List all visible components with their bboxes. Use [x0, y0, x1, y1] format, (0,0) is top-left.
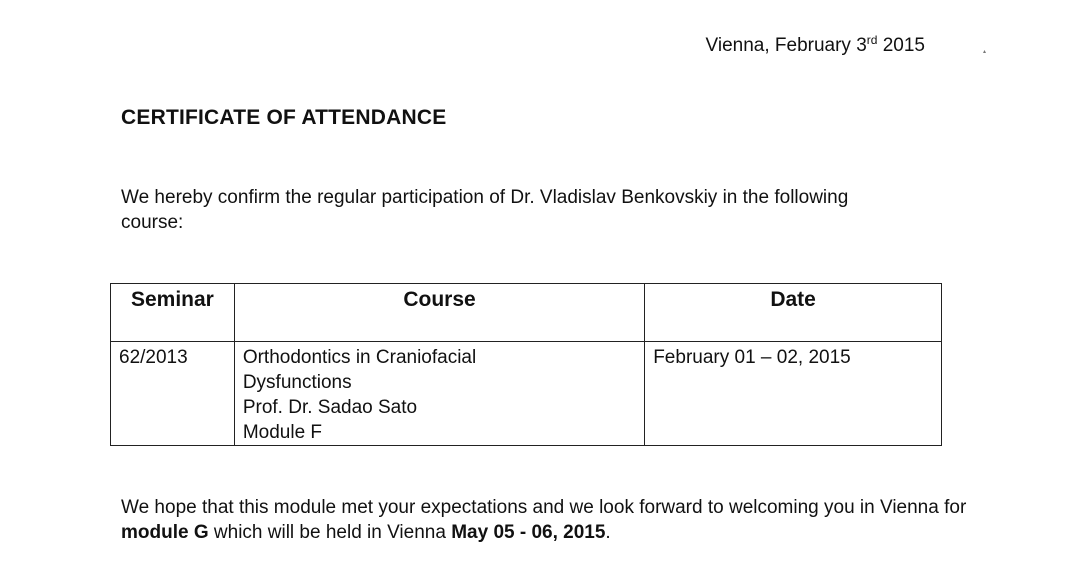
header-seminar: Seminar	[111, 284, 235, 342]
closing-dates: May 05 - 06, 2015	[451, 522, 606, 543]
certificate-title: CERTIFICATE OF ATTENDANCE	[121, 106, 447, 129]
header-course: Course	[234, 284, 644, 342]
dateline-ordinal: rd	[866, 33, 878, 47]
table-row	[111, 342, 942, 446]
closing-module: module G	[121, 522, 209, 543]
closing-text-2: which will be held in Vienna	[208, 522, 452, 543]
closing-end: .	[605, 522, 611, 543]
cell-date: February 01 – 02, 2015	[645, 342, 942, 446]
course-line: Prof. Dr. Sadao Sato	[242, 397, 418, 418]
dateline-year: 2015	[877, 35, 925, 56]
table-header-row	[111, 284, 942, 342]
course-line: Orthodontics in Craniofacial	[242, 347, 477, 368]
dateline	[706, 33, 925, 57]
course-line: Dysfunctions	[242, 372, 352, 393]
dateline-prefix: Vienna, February 3	[705, 35, 867, 56]
intro-paragraph: We hereby confirm the regular participation of Dr. Vladislav Benkovskiy in the following course:	[121, 187, 849, 233]
header-date: Date	[645, 284, 942, 342]
cell-course	[234, 342, 644, 446]
scan-speck: ▴	[983, 49, 987, 55]
course-table	[110, 283, 942, 446]
cell-seminar: 62/2013	[111, 342, 235, 446]
closing-text-1: We hope that this module met your expectations and we look forward to welcoming you in Vienna for	[121, 497, 967, 518]
course-line: Module F	[242, 422, 323, 443]
closing-paragraph	[121, 495, 1021, 545]
